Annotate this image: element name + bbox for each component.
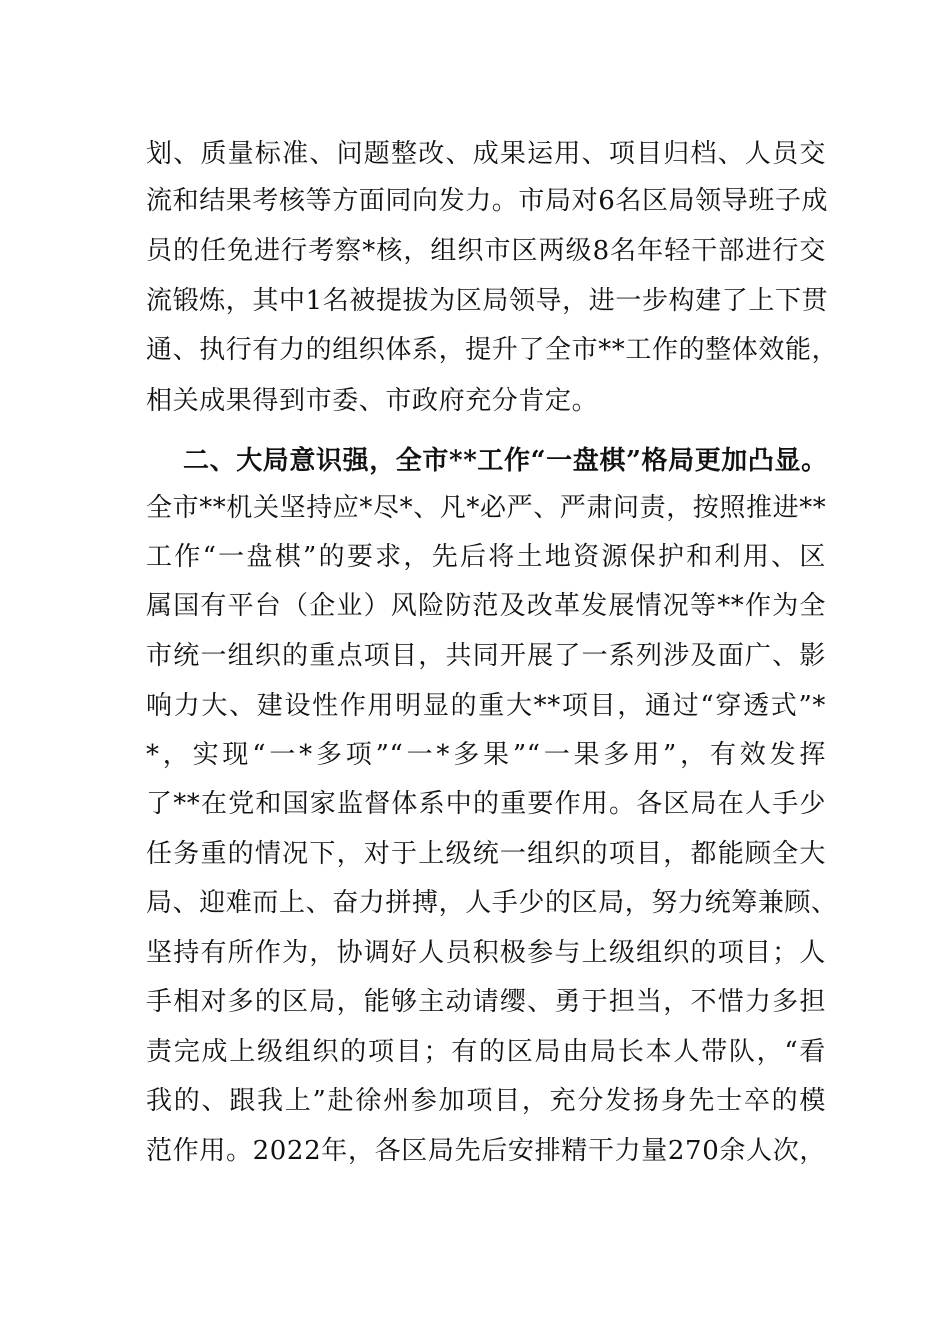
- text-line: 工作“一盘棋”的要求，先后将土地资源保护和利用、区: [146, 542, 826, 572]
- text-line: 全市**机关坚持应*尽*、凡*必严、严肃问责，按照推进**: [146, 493, 827, 523]
- text-line: 责完成上级组织的项目；有的区局由局长本人带队，“看: [146, 1037, 826, 1067]
- text-line: *，实现“一*多项”“一*多果”“一果多用”，有效发挥: [146, 740, 826, 770]
- text-line: 员的任免进行考察*核，组织市区两级8名年轻干部进行交: [146, 236, 826, 266]
- text-line: 坚持有所作为，协调好人员积极参与上级组织的项目；人: [146, 938, 826, 968]
- text-line: 响力大、建设性作用明显的重大**项目，通过“穿透式”*: [146, 691, 826, 721]
- text-line: 划、质量标准、问题整改、成果运用、项目归档、人员交: [146, 139, 826, 169]
- text-line: 我的、跟我上”赴徐州参加项目，充分发扬身先士卒的模: [146, 1086, 826, 1116]
- text-line: 手相对多的区局，能够主动请缨、勇于担当，不惜力多担: [146, 987, 826, 1017]
- text-line: 流和结果考核等方面同向发力。市局对6名区局领导班子成: [146, 186, 829, 216]
- text-line: 范作用。2022年，各区局先后安排精干力量270余人次，: [146, 1136, 826, 1166]
- text-line: 属国有平台（企业）风险防范及改革发展情况等**作为全: [146, 591, 826, 621]
- text-line: 任务重的情况下，对于上级统一组织的项目，都能顾全大: [146, 839, 826, 869]
- text-line: 相关成果得到市委、市政府充分肯定。: [146, 386, 599, 416]
- text-line: 通、执行有力的组织体系，提升了全市**工作的整体效能，: [146, 335, 839, 365]
- text-line: 了**在党和国家监督体系中的重要作用。各区局在人手少: [146, 789, 826, 819]
- text-line: 市统一组织的重点项目，共同开展了一系列涉及面广、影: [146, 641, 826, 671]
- section-heading: 二、大局意识强，全市**工作“一盘棋”格局更加凸显。: [183, 446, 828, 476]
- text-line: 局、迎难而上、奋力拼搏，人手少的区局，努力统筹兼顾、: [146, 888, 838, 918]
- text-line: 流锻炼，其中1名被提拔为区局领导，进一步构建了上下贯: [146, 286, 829, 316]
